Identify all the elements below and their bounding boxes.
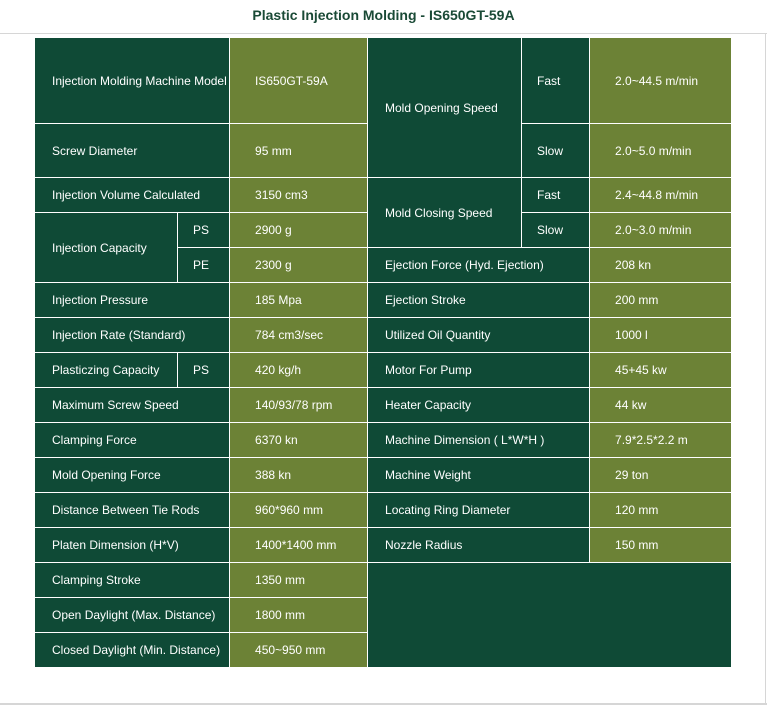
injection-pressure-value: 185 Mpa [230,283,368,318]
table-row [35,353,732,388]
injection-volume-value: 3150 cm3 [230,178,368,213]
oil-quantity-label: Utilized Oil Quantity [368,318,590,353]
right-border [765,33,766,705]
mold-opening-fast-value: 2.0~44.5 m/min [590,38,732,124]
table-row [35,318,732,353]
ejection-stroke-label: Ejection Stroke [368,283,590,318]
machine-dimension-value: 7.9*2.5*2.2 m [590,423,732,458]
injection-capacity-ps-value: 2900 g [230,213,368,248]
tie-rods-value: 960*960 mm [230,493,368,528]
table-row [35,178,732,213]
max-screw-speed-value: 140/93/78 rpm [230,388,368,423]
max-screw-speed-label: Maximum Screw Speed [35,388,230,423]
open-daylight-label: Open Daylight (Max. Distance) [35,598,230,633]
table-row [35,423,732,458]
mold-closing-slow-value: 2.0~3.0 m/min [590,213,732,248]
title-divider [0,33,767,34]
injection-rate-label: Injection Rate (Standard) [35,318,230,353]
machine-weight-value: 29 ton [590,458,732,493]
clamping-force-label: Clamping Force [35,423,230,458]
closed-daylight-value: 450~950 mm [230,633,368,668]
table-row [35,388,732,423]
table-row [35,563,732,598]
ejection-stroke-value: 200 mm [590,283,732,318]
mold-opening-fast-label: Fast [522,38,590,124]
tie-rods-label: Distance Between Tie Rods [35,493,230,528]
model-value: IS650GT-59A [230,38,368,124]
mold-opening-force-label: Mold Opening Force [35,458,230,493]
ejection-force-value: 208 kn [590,248,732,283]
ejection-force-label: Ejection Force (Hyd. Ejection) [368,248,590,283]
nozzle-radius-value: 150 mm [590,528,732,563]
mold-closing-fast-value: 2.4~44.8 m/min [590,178,732,213]
model-label: Injection Molding Machine Model [35,38,230,124]
table-row [35,38,732,124]
clamping-force-value: 6370 kn [230,423,368,458]
clamping-stroke-label: Clamping Stroke [35,563,230,598]
mold-closing-fast-label: Fast [522,178,590,213]
locating-ring-value: 120 mm [590,493,732,528]
mold-opening-force-value: 388 kn [230,458,368,493]
plasticizing-capacity-value: 420 kg/h [230,353,368,388]
injection-pressure-label: Injection Pressure [35,283,230,318]
table-row [35,493,732,528]
injection-capacity-pe-value: 2300 g [230,248,368,283]
machine-weight-label: Machine Weight [368,458,590,493]
injection-capacity-ps-label: PS [178,213,230,248]
platen-dimension-label: Platen Dimension (H*V) [35,528,230,563]
motor-pump-value: 45+45 kw [590,353,732,388]
table-row [35,528,732,563]
page-title: Plastic Injection Molding - IS650GT-59A [252,7,515,23]
motor-pump-label: Motor For Pump [368,353,590,388]
injection-capacity-label: Injection Capacity [35,213,178,283]
specifications-table [34,37,732,668]
mold-opening-slow-label: Slow [522,124,590,178]
oil-quantity-value: 1000 l [590,318,732,353]
table-row [35,458,732,493]
machine-dimension-label: Machine Dimension ( L*W*H ) [368,423,590,458]
nozzle-radius-label: Nozzle Radius [368,528,590,563]
clamping-stroke-value: 1350 mm [230,563,368,598]
plasticizing-ps-label: PS [178,353,230,388]
empty-cell [368,563,732,668]
injection-rate-value: 784 cm3/sec [230,318,368,353]
platen-dimension-value: 1400*1400 mm [230,528,368,563]
screw-diameter-label: Screw Diameter [35,124,230,178]
screw-diameter-value: 95 mm [230,124,368,178]
mold-opening-slow-value: 2.0~5.0 m/min [590,124,732,178]
closed-daylight-label: Closed Daylight (Min. Distance) [35,633,230,668]
plasticizing-capacity-label: Plasticzing Capacity [35,353,178,388]
injection-capacity-pe-label: PE [178,248,230,283]
open-daylight-value: 1800 mm [230,598,368,633]
mold-closing-slow-label: Slow [522,213,590,248]
locating-ring-label: Locating Ring Diameter [368,493,590,528]
table-row [35,283,732,318]
injection-volume-label: Injection Volume Calculated [35,178,230,213]
mold-opening-speed-label: Mold Opening Speed [368,38,522,178]
heater-capacity-value: 44 kw [590,388,732,423]
heater-capacity-label: Heater Capacity [368,388,590,423]
mold-closing-speed-label: Mold Closing Speed [368,178,522,248]
